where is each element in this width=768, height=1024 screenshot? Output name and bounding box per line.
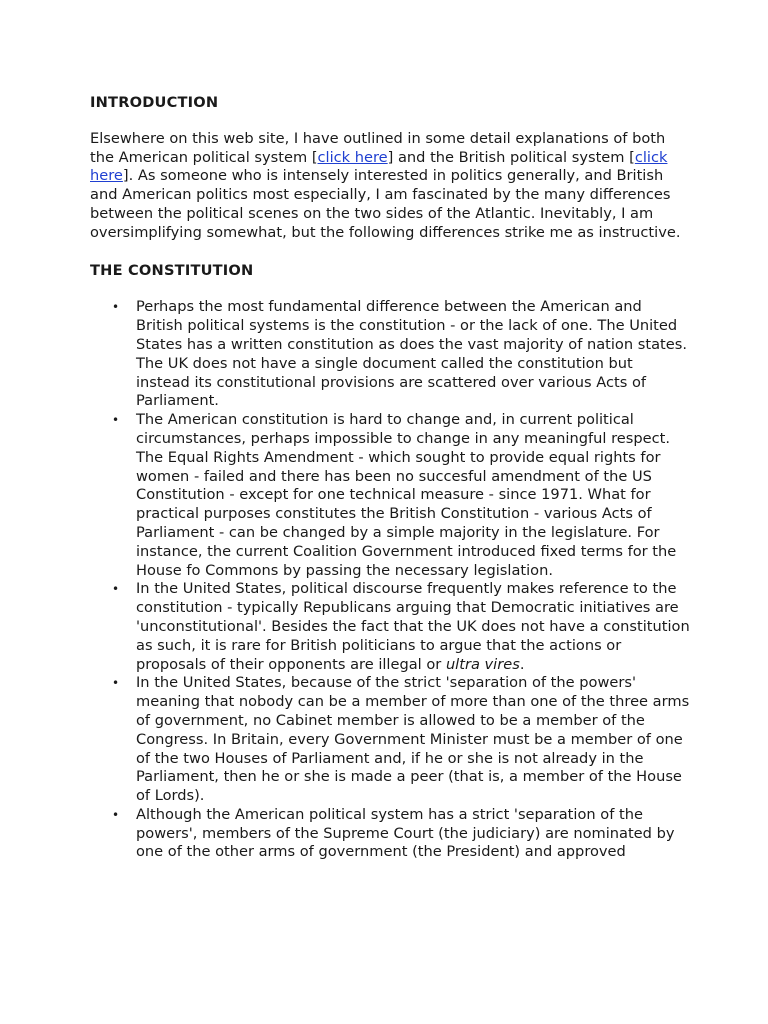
bullet-icon: • [112, 300, 120, 315]
intro-text-part3: ]. As someone who is intensely interested in politics generally, and British and American politics most especially, I am fascinated by the many differences between the political scenes on the two sides of the Atlantic. Inevitably, I am oversimplifying somewhat, but the following differences strike me as instructive. [90, 167, 681, 241]
bullet-icon: • [112, 582, 120, 597]
introduction-paragraph [90, 130, 690, 243]
latin-term: ultra vires [445, 655, 520, 673]
list-item-text: Perhaps the most fundamental difference between the American and British political systems is the constitution - or the lack of one. The United States has a written constitution as does the vast majority of nation states. The UK does not have a single document called the constitution but instead its constitutional provisions are scattered over various Acts of Parliament. [136, 298, 687, 410]
intro-text-part2: ] and the British political system [ [387, 148, 635, 166]
british-system-link[interactable]: click here [90, 148, 668, 185]
bullet-icon: • [112, 413, 120, 428]
article-body [90, 94, 690, 862]
constitution-heading: THE CONSTITUTION [90, 261, 254, 279]
list-item-text: In the United States, political discourse frequently makes reference to the constitution - typically Republicans arguing that Democratic initiatives are 'unconstitutional'. Besides the fact that the UK does not have a constitution as such, it is rare for British politicians to argue that the actions or proposals of their opponents are illegal or [136, 580, 690, 673]
list-item-text-tail: . [519, 655, 525, 673]
constitution-list [90, 298, 690, 862]
list-item [90, 298, 690, 411]
list-item-text: Although the American political system has a strict 'separation of the powers', members of the Supreme Court (the judiciary) are nominated by one of the other arms of government (the President) and approved [136, 805, 675, 861]
list-item-text: The American constitution is hard to change and, in current political circumstances, perhaps impossible to change in any meaningful respect. The Equal Rights Amendment - which sought to provide equal rights for women - failed and there has been no succesful amendment of the US Constitution - except for one technical measure - since 1971. What for practical purposes constitutes the British Constitution - various Acts of Parliament - can be changed by a simple majority in the legislature. For instance, the current Coalition Government introduced fixed terms for the House fo Commons by passing the necessary legislation. [136, 411, 677, 579]
intro-text-part1: Elsewhere on this web site, I have outlined in some detail explanations of both the American political system [ [90, 129, 666, 166]
list-item [90, 411, 690, 580]
list-item-text: In the United States, because of the strict 'separation of the powers' meaning that nobody can be a member of more than one of the three arms of government, no Cabinet member is allowed to be a member of the Congress. In Britain, every Government Minister must be a member of one of the two Houses of Parliament and, if he or she is not already in the Parliament, then he or she is made a peer (that is, a member of the House of Lords). [136, 674, 690, 805]
list-item [90, 674, 690, 806]
list-item [90, 806, 690, 862]
american-system-link[interactable]: click here [317, 148, 388, 166]
bullet-icon: • [112, 807, 120, 822]
bullet-icon: • [112, 676, 120, 691]
list-item [90, 580, 690, 674]
introduction-heading: INTRODUCTION [90, 94, 219, 111]
